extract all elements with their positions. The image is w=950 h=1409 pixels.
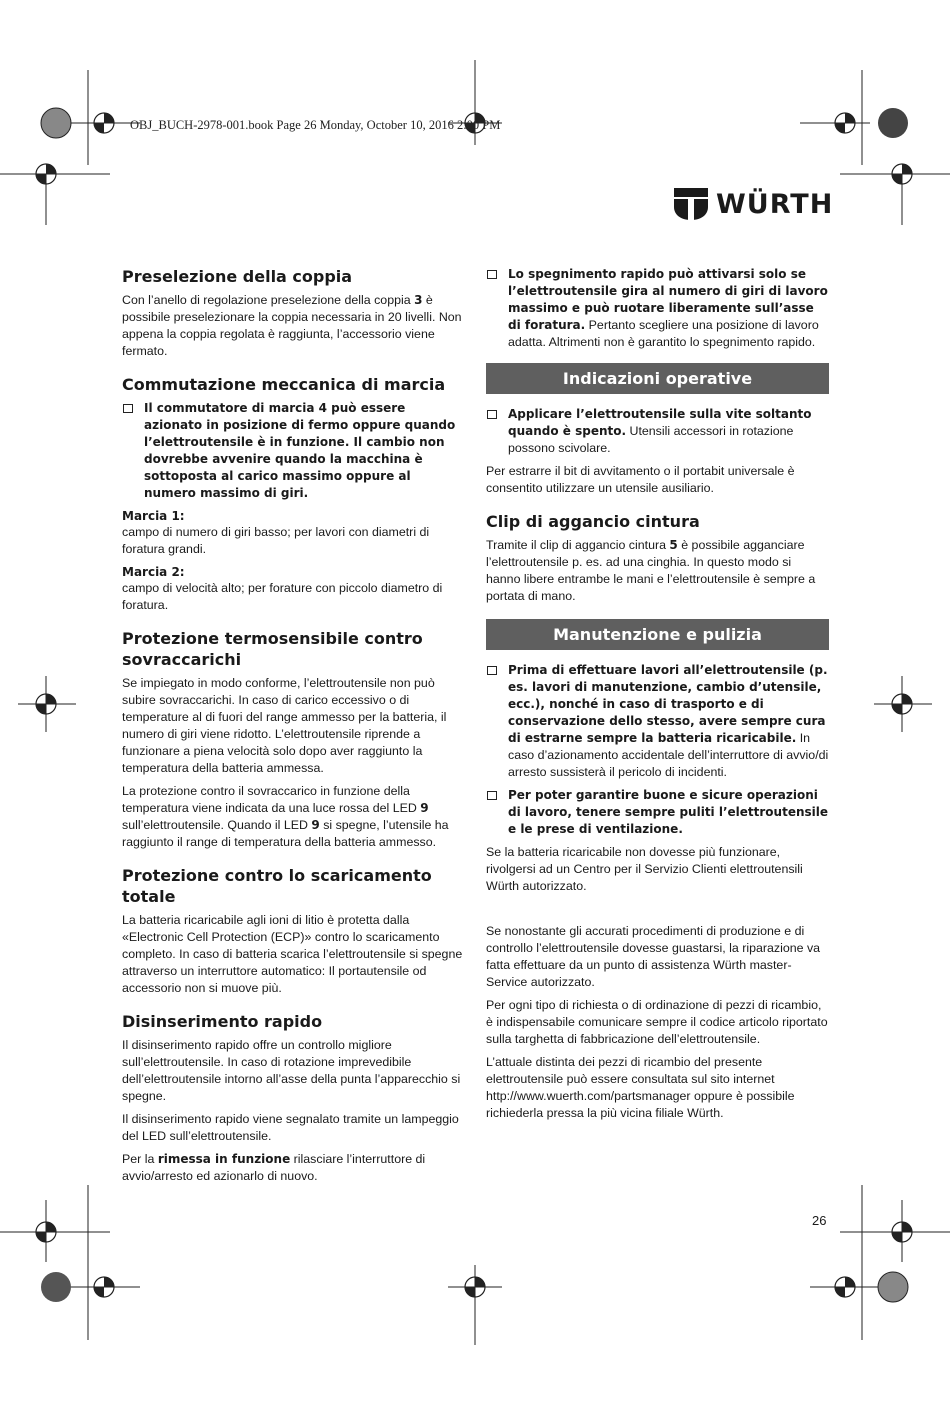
checkbox-bullet-icon: [487, 791, 497, 800]
section-title: Protezione termosensibile contro sovraccarichi: [122, 629, 423, 669]
section-thermal-protection: [122, 628, 465, 851]
paragraph: La protezione contro il sovraccarico in funzione della temperatura viene indicata da una luce rossa del LED 9 sull’elettroutensile. Quando il LED 9 si spegne, l’utensile ha raggiunto il range di temperatura della batteria ammesso.: [122, 784, 449, 849]
paragraph: Per la rimessa in funzione rilasciare l’interruttore di avvio/arresto ed azionarlo di nuovo.: [122, 1152, 426, 1183]
section-gear-switch: [122, 374, 465, 614]
warning-bullet: Prima di effettuare lavori all’elettroutensile (p. es. lavori di manutenzione, cambio d’utensile, ecc.), nonché in caso di trasporto e di conservazione dello stesso, avere sempre cura di estrarne sempre la batteria ricaricabile. In caso d’azionamento accidentale dell’interruttore di avvio/di arresto sussisterà il pericolo di incidenti.: [486, 662, 829, 781]
paragraph: Se la batteria ricaricabile non dovesse più funzionare, rivolgersi ad un Centro per il Servizio Clienti elettroutensili Würth autorizzato.: [486, 845, 803, 893]
checkbox-bullet-icon: [487, 410, 497, 419]
page-number: 26: [812, 1213, 827, 1228]
gear2-text: campo di velocità alto; per forature con piccolo diametro di foratura.: [122, 581, 443, 612]
right-column: [486, 266, 829, 1128]
section-banner-operation: Indicazioni operative: [486, 363, 829, 394]
section-banner-maintenance: Manutenzione e pulizia: [486, 619, 829, 650]
section-title: Preselezione della coppia: [122, 267, 353, 286]
paragraph: Per estrarre il bit di avvitamento o il portabit universale è consentito utilizzare un utensile ausiliario.: [486, 464, 795, 495]
paragraph: Per ogni tipo di richiesta o di ordinazione di pezzi di ricambio, è indispensabile comunicare sempre il codice articolo riportato sulla targhetta di fabbricazione dell’elettroutensile.: [486, 998, 828, 1046]
warning-bullet: Per poter garantire buone e sicure operazioni di lavoro, tenere sempre puliti l’elettroutensile e le prese di ventilazione.: [486, 787, 829, 838]
paragraph: Con l’anello di regolazione preselezione della coppia 3 è possibile preselezionare la coppia necessaria in 20 livelli. Non appena la coppia regolata è raggiunta, l’accessorio viene fermato.: [122, 293, 462, 358]
checkbox-bullet-icon: [123, 404, 133, 413]
section-title: Protezione contro lo scaricamento totale: [122, 866, 432, 906]
section-title: Commutazione meccanica di marcia: [122, 375, 446, 394]
paragraph: Il disinserimento rapido offre un controllo migliore sull’elettroutensile. In caso di rotazione imprevedibile dell’elettroutensile intorno all’asse della punta l’apparecchio si spegne.: [122, 1038, 461, 1103]
paragraph: Se nonostante gli accurati procedimenti di produzione e di controllo l’elettroutensile dovesse guastarsi, la riparazione va fatta effettuare da un punto di assistenza Würth master-Service autorizzato.: [486, 924, 821, 989]
section-quick-shutoff: [122, 1011, 465, 1185]
paragraph: La batteria ricaricabile agli ioni di litio è protetta dalla «Electronic Cell Protection (ECP)» contro lo scaricamento completo. In caso di batteria scarica l’elettroutensile si spegne attraverso un interruttore automatico: Il portautensile od accessorio non si muove più.: [122, 913, 463, 995]
paragraph: Il disinserimento rapido viene segnalato tramite un lampeggio del LED sull’elettroutensile.: [122, 1112, 459, 1143]
section-deep-discharge: [122, 865, 465, 997]
paragraph: Se impiegato in modo conforme, l’elettroutensile non può subire sovraccarichi. In caso di carico eccessivo o di temperature al di fuori del range ammesso per la batteria, il numero di giri viene ridotto. L’elettroutensile riprende a funzionare a piena velocità solo dopo aver raggiunto la temperatura della batteria ammessa.: [122, 676, 447, 775]
wurth-emblem-icon: [674, 188, 708, 220]
paragraph: Tramite il clip di aggancio cintura 5 è possibile agganciare l’elettroutensile p. es. ad una cinghia. In questo modo si hanno libere entrambe le mani e l’elettroutensile è sempre a portata di mano.: [486, 538, 816, 603]
wurth-logo: [674, 188, 833, 220]
gear1-text: campo di numero di giri basso; per lavori con diametri di foratura grandi.: [122, 525, 430, 556]
warning-bullet: Il commutatore di marcia 4 può essere azionato in posizione di fermo oppure quando l’elettroutensile è in funzione. Il cambio non dovrebbe avvenire quando la macchina è sottoposta al carico massimo oppure al numero massimo di giri.: [122, 400, 465, 502]
checkbox-bullet-icon: [487, 270, 497, 279]
left-column: [122, 266, 465, 1199]
section-title: Disinserimento rapido: [122, 1012, 323, 1031]
checkbox-bullet-icon: [487, 666, 497, 675]
section-belt-clip: [486, 511, 829, 605]
section-title: Clip di aggancio cintura: [486, 512, 700, 531]
gear1-label: Marcia 1:: [122, 509, 185, 523]
file-info-header: OBJ_BUCH-2978-001.book Page 26 Monday, October 10, 2016 2:00 PM: [130, 118, 501, 132]
gear2-label: Marcia 2:: [122, 565, 185, 579]
logo-text: WÜRTH: [716, 188, 834, 220]
paragraph: L’attuale distinta dei pezzi di ricambio del presente elettroutensile può essere consultata sul sito internet http://www.wuerth.com/partsmanager oppure è possibile richiederla pressa la più vicina filiale Würth.: [486, 1055, 795, 1120]
warning-bullet: Lo spegnimento rapido può attivarsi solo se l’elettroutensile gira al numero di giri di lavoro massimo e può ruotare liberamente sull’asse di foratura. Pertanto scegliere una posizione di lavoro adatta. Altrimenti non è garantito lo spegnimento rapido.: [486, 266, 829, 351]
section-torque: [122, 266, 465, 360]
warning-bullet: Applicare l’elettroutensile sulla vite soltanto quando è spento. Utensili accessori in rotazione possono scivolare.: [486, 406, 829, 457]
